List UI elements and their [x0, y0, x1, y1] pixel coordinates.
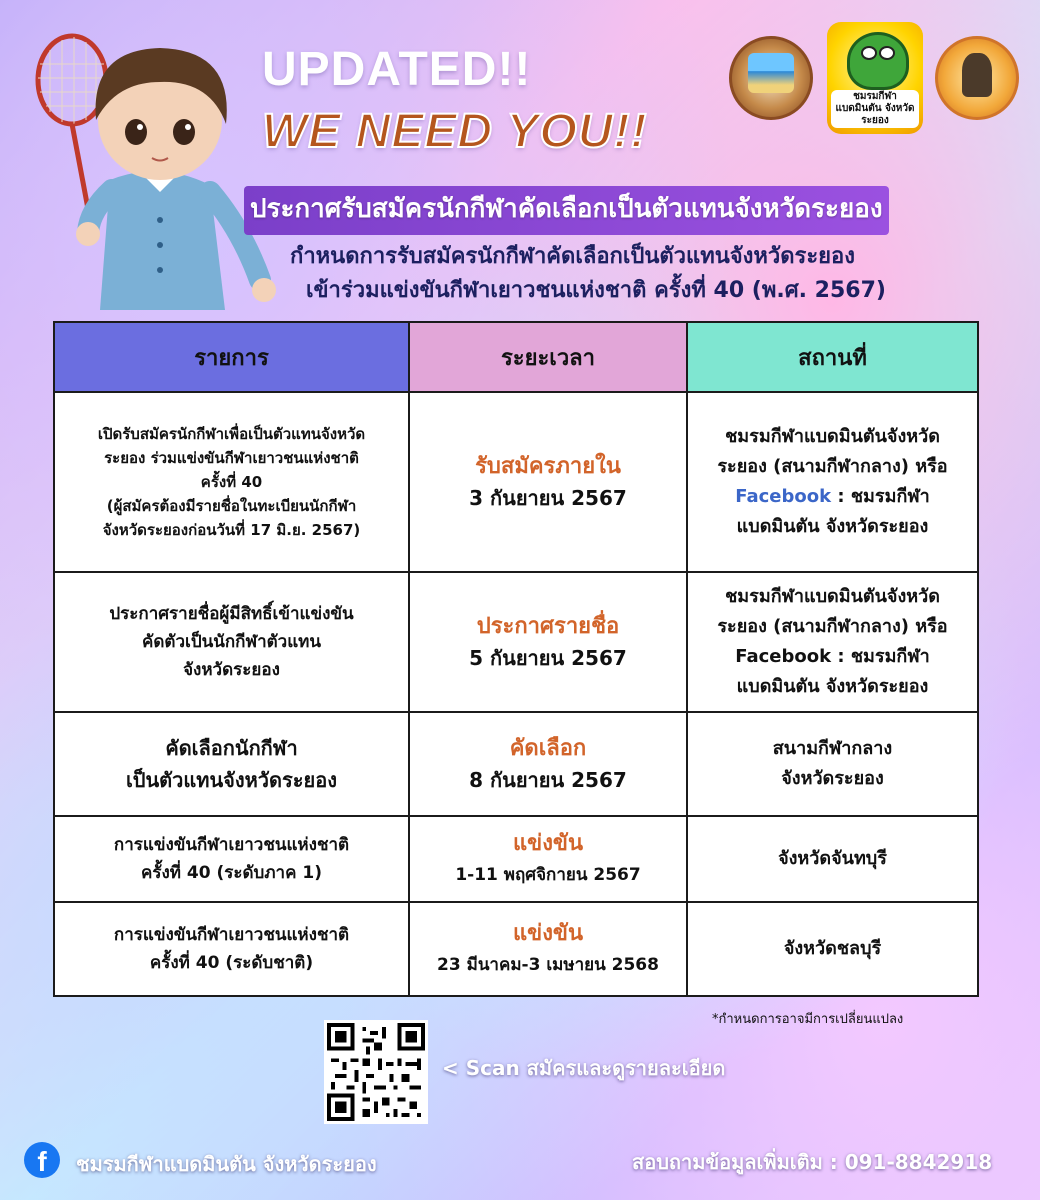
- desc-line: ครั้งที่ 40 (ระดับภาค 1): [140, 863, 322, 883]
- table-row: [54, 392, 978, 572]
- we-need-you-heading: WE NEED YOU!!: [262, 105, 648, 158]
- header-place: สถานที่: [687, 322, 978, 392]
- facebook-page-name[interactable]: ชมรมกีฬาแบดมินตัน จังหวัดระยอง: [76, 1152, 377, 1176]
- period-date: 5 กันยายน 2567: [469, 646, 627, 670]
- row-period: [409, 816, 687, 902]
- place-line: ชมรมกีฬาแบดมินตันจังหวัด: [725, 426, 940, 447]
- period-date: 23 มีนาคม-3 เมษายน 2568: [437, 955, 659, 975]
- period-label: แข่งขัน: [512, 831, 584, 856]
- place-line: จังหวัดจันทบุรี: [778, 848, 887, 869]
- desc-line: ครั้งที่ 40: [200, 473, 263, 491]
- row-place: [687, 572, 978, 712]
- desc-line: เป็นตัวแทนจังหวัดระยอง: [125, 768, 338, 792]
- desc-line: ครั้งที่ 40 (ระดับชาติ): [149, 953, 314, 973]
- desc-line: (ผู้สมัครต้องมีรายชื่อในทะเบียนนักกีฬา: [106, 497, 357, 515]
- table-row: [54, 712, 978, 816]
- desc-line: เปิดรับสมัครนักกีฬาเพื่อเป็นตัวแทนจังหวัด: [97, 425, 366, 443]
- place-line: : ชมรมกีฬา: [831, 486, 930, 507]
- table-row: [54, 572, 978, 712]
- place-line: ระยอง (สนามกีฬากลาง) หรือ: [717, 456, 948, 477]
- period-label: รับสมัครภายใน: [475, 454, 621, 479]
- period-label: ประกาศรายชื่อ: [476, 614, 620, 639]
- row-period: [409, 902, 687, 996]
- table-row: [54, 902, 978, 996]
- announcement-banner: ประกาศรับสมัครนักกีฬาคัดเลือกเป็นตัวแทนจังหวัดระยอง: [244, 186, 889, 235]
- header-period: ระยะเวลา: [409, 322, 687, 392]
- facebook-link[interactable]: Facebook: [735, 486, 832, 507]
- row-description: [54, 392, 409, 572]
- change-note: *กำหนดการอาจมีการเปลี่ยนแปลง: [712, 1012, 904, 1027]
- row-period: [409, 392, 687, 572]
- place-line: จังหวัดระยอง: [781, 768, 884, 789]
- updated-heading: UPDATED!!: [262, 43, 532, 96]
- place-line: ชมรมกีฬาแบดมินตันจังหวัด: [725, 586, 940, 607]
- place-line: แบดมินตัน จังหวัดระยอง: [736, 676, 929, 697]
- place-line: จังหวัดชลบุรี: [783, 938, 882, 959]
- desc-line: คัดเลือกนักกีฬา: [165, 736, 298, 760]
- place-line: แบดมินตัน จังหวัดระยอง: [736, 516, 929, 537]
- desc-line: ระยอง ร่วมแข่งขันกีฬาเยาวชนแห่งชาติ: [104, 449, 359, 467]
- row-place: [687, 712, 978, 816]
- badminton-club-logo: [827, 22, 923, 134]
- badminton-player-illustration: [20, 20, 280, 320]
- desc-line: ประกาศรายชื่อผู้มีสิทธิ์เข้าแข่งขัน: [109, 604, 354, 624]
- row-description: [54, 902, 409, 996]
- row-period: [409, 712, 687, 816]
- period-date: 8 กันยายน 2567: [469, 768, 627, 792]
- row-place: [687, 816, 978, 902]
- period-label: แข่งขัน: [512, 921, 584, 946]
- schedule-subtitle-1: กำหนดการรับสมัครนักกีฬาคัดเลือกเป็นตัวแทนจังหวัดระยอง: [290, 244, 855, 269]
- desc-line: การแข่งขันกีฬาเยาวชนแห่งชาติ: [113, 835, 350, 855]
- rayong-province-logo: [729, 36, 813, 120]
- row-description: [54, 572, 409, 712]
- desc-line: จังหวัดระยองก่อนวันที่ 17 มิ.ย. 2567): [102, 521, 361, 539]
- period-date: 3 กันยายน 2567: [469, 486, 627, 510]
- place-line: ระยอง (สนามกีฬากลาง) หรือ: [717, 616, 948, 637]
- qr-code[interactable]: [324, 1020, 428, 1124]
- table-header-row: [54, 322, 978, 392]
- row-place: [687, 902, 978, 996]
- scan-instruction: < Scan สมัครและดูรายละเอียด: [442, 1056, 726, 1080]
- place-line: Facebook : ชมรมกีฬา: [735, 646, 930, 667]
- period-label: คัดเลือก: [509, 736, 587, 761]
- row-period: [409, 572, 687, 712]
- contact-phone: สอบถามข้อมูลเพิ่มเติม : 091-8842918: [632, 1150, 993, 1174]
- header-item: รายการ: [54, 322, 409, 392]
- period-date: 1-11 พฤศจิกายน 2567: [455, 865, 641, 885]
- schedule-table: [53, 321, 979, 997]
- table-row: [54, 816, 978, 902]
- desc-line: จังหวัดระยอง: [183, 660, 280, 680]
- desc-line: คัดตัวเป็นนักกีฬาตัวแทน: [142, 632, 321, 652]
- badminton-club-logo-caption: ชมรมกีฬาแบดมินตัน จังหวัดระยอง: [831, 90, 919, 128]
- row-place: [687, 392, 978, 572]
- facebook-icon[interactable]: f: [24, 1142, 60, 1178]
- desc-line: การแข่งขันกีฬาเยาวชนแห่งชาติ: [113, 925, 350, 945]
- schedule-subtitle-2: เข้าร่วมแข่งขันกีฬาเยาวชนแห่งชาติ ครั้งที่ 40 (พ.ศ. 2567): [306, 278, 886, 303]
- row-description: [54, 816, 409, 902]
- place-line: สนามกีฬากลาง: [772, 738, 893, 759]
- row-description: [54, 712, 409, 816]
- monument-logo: [935, 36, 1019, 120]
